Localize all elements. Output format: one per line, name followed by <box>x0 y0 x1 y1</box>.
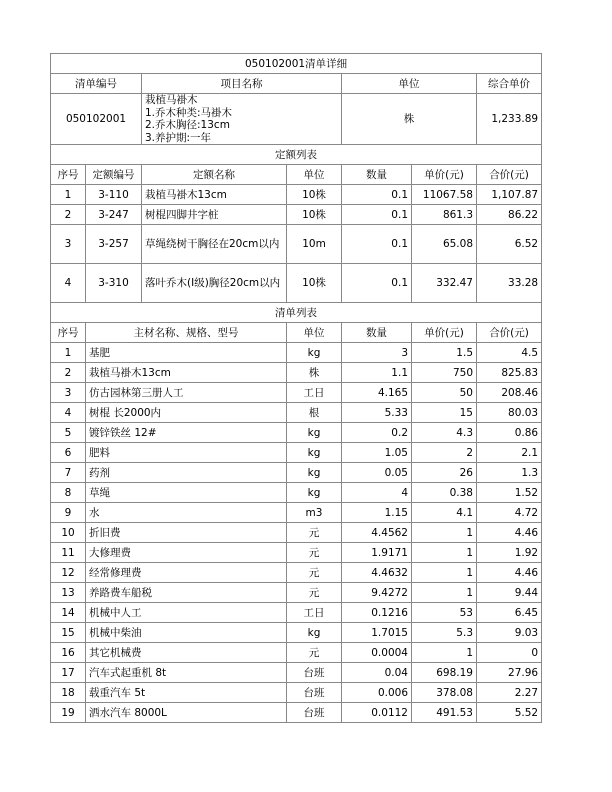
material-qty: 0.0004 <box>342 643 412 663</box>
material-total: 2.27 <box>477 683 542 703</box>
material-name: 机械中人工 <box>86 603 287 623</box>
material-unit: 元 <box>287 543 342 563</box>
material-total: 5.52 <box>477 703 542 723</box>
material-row <box>51 503 542 523</box>
material-no: 8 <box>51 483 86 503</box>
material-unit: 台班 <box>287 703 342 723</box>
material-price: 491.53 <box>412 703 477 723</box>
material-name: 折旧费 <box>86 523 287 543</box>
material-unit: m3 <box>287 503 342 523</box>
material-total: 6.45 <box>477 603 542 623</box>
material-price: 53 <box>412 603 477 623</box>
material-unit: kg <box>287 483 342 503</box>
material-col-no: 序号 <box>51 323 86 343</box>
material-no: 16 <box>51 643 86 663</box>
material-price: 1 <box>412 563 477 583</box>
material-row <box>51 683 542 703</box>
quota-no: 3 <box>51 225 86 264</box>
material-total: 0.86 <box>477 423 542 443</box>
material-total: 4.5 <box>477 343 542 363</box>
material-price: 26 <box>412 463 477 483</box>
material-no: 3 <box>51 383 86 403</box>
material-section-title: 清单列表 <box>51 303 542 323</box>
material-row <box>51 703 542 723</box>
project-name-line: 栽植马褂木 <box>145 94 198 106</box>
material-name: 仿古园林第三册人工 <box>86 383 287 403</box>
material-unit: 元 <box>287 563 342 583</box>
material-name: 汽车式起重机 8t <box>86 663 287 683</box>
material-no: 5 <box>51 423 86 443</box>
project-code: 050102001 <box>51 94 142 145</box>
quota-section-row <box>51 145 542 165</box>
material-total: 0 <box>477 643 542 663</box>
bill-detail-table <box>50 53 542 723</box>
quota-total: 1,107.87 <box>477 185 542 205</box>
quota-row <box>51 185 542 205</box>
quota-code: 3-110 <box>86 185 142 205</box>
quota-qty: 0.1 <box>342 205 412 225</box>
quota-section-title: 定额列表 <box>51 145 542 165</box>
material-name: 经常修理费 <box>86 563 287 583</box>
material-total: 4.46 <box>477 563 542 583</box>
material-unit: 元 <box>287 643 342 663</box>
material-no: 11 <box>51 543 86 563</box>
material-row <box>51 543 542 563</box>
material-row <box>51 423 542 443</box>
material-unit: 株 <box>287 363 342 383</box>
material-price: 15 <box>412 403 477 423</box>
header-row <box>51 74 542 94</box>
material-price: 50 <box>412 383 477 403</box>
material-row <box>51 663 542 683</box>
quota-col-no: 序号 <box>51 165 86 185</box>
material-row <box>51 403 542 423</box>
project-name-line: 3.养护期:一年 <box>145 131 212 144</box>
price-header: 综合单价 <box>477 74 542 94</box>
quota-col-total: 合价(元) <box>477 165 542 185</box>
material-col-name: 主材名称、规格、型号 <box>86 323 287 343</box>
material-qty: 0.0112 <box>342 703 412 723</box>
material-no: 15 <box>51 623 86 643</box>
material-unit: 工日 <box>287 383 342 403</box>
material-name: 载重汽车 5t <box>86 683 287 703</box>
material-no: 14 <box>51 603 86 623</box>
quota-code: 3-310 <box>86 264 142 303</box>
material-name: 养路费车船税 <box>86 583 287 603</box>
material-total: 1.92 <box>477 543 542 563</box>
material-name: 药剂 <box>86 463 287 483</box>
material-name: 水 <box>86 503 287 523</box>
material-row <box>51 443 542 463</box>
code-header: 清单编号 <box>51 74 142 94</box>
material-price: 0.38 <box>412 483 477 503</box>
project-name-line: 2.乔木胸径:13cm <box>145 119 230 131</box>
title-row <box>51 54 542 74</box>
material-total: 80.03 <box>477 403 542 423</box>
material-price: 1.5 <box>412 343 477 363</box>
quota-row <box>51 225 542 264</box>
material-price: 5.3 <box>412 623 477 643</box>
material-no: 1 <box>51 343 86 363</box>
material-no: 18 <box>51 683 86 703</box>
material-row <box>51 523 542 543</box>
quota-no: 1 <box>51 185 86 205</box>
quota-name: 树棍四脚井字桩 <box>142 205 287 225</box>
quota-col-qty: 数量 <box>342 165 412 185</box>
material-unit: kg <box>287 443 342 463</box>
material-price: 1 <box>412 583 477 603</box>
quota-unit: 10株 <box>287 205 342 225</box>
material-price: 698.19 <box>412 663 477 683</box>
material-unit: 元 <box>287 583 342 603</box>
material-qty: 0.04 <box>342 663 412 683</box>
material-qty: 9.4272 <box>342 583 412 603</box>
quota-total: 33.28 <box>477 264 542 303</box>
quota-code: 3-247 <box>86 205 142 225</box>
name-header: 项目名称 <box>142 74 342 94</box>
material-total: 9.03 <box>477 623 542 643</box>
material-unit: 元 <box>287 523 342 543</box>
material-no: 4 <box>51 403 86 423</box>
quota-price: 11067.58 <box>412 185 477 205</box>
quota-header-row <box>51 165 542 185</box>
material-unit: kg <box>287 343 342 363</box>
quota-unit: 10株 <box>287 185 342 205</box>
material-name: 树棍 长2000内 <box>86 403 287 423</box>
quota-total: 6.52 <box>477 225 542 264</box>
material-qty: 3 <box>342 343 412 363</box>
quota-col-code: 定额编号 <box>86 165 142 185</box>
material-unit: 工日 <box>287 603 342 623</box>
quota-name: 落叶乔木(I级)胸径20cm以内 <box>142 264 287 303</box>
material-col-unit: 单位 <box>287 323 342 343</box>
material-no: 6 <box>51 443 86 463</box>
material-total: 27.96 <box>477 663 542 683</box>
quota-total: 86.22 <box>477 205 542 225</box>
material-row <box>51 643 542 663</box>
material-qty: 4.4632 <box>342 563 412 583</box>
material-col-qty: 数量 <box>342 323 412 343</box>
material-price: 1 <box>412 543 477 563</box>
quota-col-unit: 单位 <box>287 165 342 185</box>
material-qty: 4 <box>342 483 412 503</box>
material-row <box>51 343 542 363</box>
quota-qty: 0.1 <box>342 264 412 303</box>
material-name: 草绳 <box>86 483 287 503</box>
quota-col-price: 单价(元) <box>412 165 477 185</box>
quota-qty: 0.1 <box>342 225 412 264</box>
material-no: 10 <box>51 523 86 543</box>
material-no: 9 <box>51 503 86 523</box>
material-section-row <box>51 303 542 323</box>
material-unit: 台班 <box>287 663 342 683</box>
material-unit: 根 <box>287 403 342 423</box>
material-name: 肥料 <box>86 443 287 463</box>
material-row <box>51 383 542 403</box>
material-total: 4.46 <box>477 523 542 543</box>
material-qty: 5.33 <box>342 403 412 423</box>
material-total: 9.44 <box>477 583 542 603</box>
material-qty: 1.1 <box>342 363 412 383</box>
quota-unit: 10m <box>287 225 342 264</box>
material-no: 12 <box>51 563 86 583</box>
material-col-price: 单价(元) <box>412 323 477 343</box>
quota-code: 3-257 <box>86 225 142 264</box>
material-qty: 1.9171 <box>342 543 412 563</box>
project-name <box>142 94 342 145</box>
material-qty: 0.006 <box>342 683 412 703</box>
project-name-line: 1.乔木种类:马褂木 <box>145 106 233 119</box>
material-total: 208.46 <box>477 383 542 403</box>
material-name: 机械中柴油 <box>86 623 287 643</box>
material-price: 4.3 <box>412 423 477 443</box>
quota-no: 2 <box>51 205 86 225</box>
quota-price: 332.47 <box>412 264 477 303</box>
material-unit: 台班 <box>287 683 342 703</box>
unit-header: 单位 <box>342 74 477 94</box>
project-price: 1,233.89 <box>477 94 542 145</box>
material-row <box>51 563 542 583</box>
material-name: 镀锌铁丝 12# <box>86 423 287 443</box>
quota-unit: 10株 <box>287 264 342 303</box>
material-qty: 1.05 <box>342 443 412 463</box>
material-qty: 4.165 <box>342 383 412 403</box>
quota-no: 4 <box>51 264 86 303</box>
material-price: 2 <box>412 443 477 463</box>
project-row <box>51 94 542 145</box>
material-qty: 0.1216 <box>342 603 412 623</box>
quota-name: 栽植马褂木13cm <box>142 185 287 205</box>
page-title: 050102001清单详细 <box>51 54 542 74</box>
material-row <box>51 603 542 623</box>
material-row <box>51 363 542 383</box>
quota-name: 草绳绕树干胸径在20cm以内 <box>142 225 287 264</box>
material-price: 1 <box>412 643 477 663</box>
material-row <box>51 583 542 603</box>
material-price: 4.1 <box>412 503 477 523</box>
material-qty: 1.7015 <box>342 623 412 643</box>
material-no: 17 <box>51 663 86 683</box>
material-qty: 1.15 <box>342 503 412 523</box>
quota-row <box>51 264 542 303</box>
material-name: 基肥 <box>86 343 287 363</box>
quota-row <box>51 205 542 225</box>
material-qty: 4.4562 <box>342 523 412 543</box>
material-no: 7 <box>51 463 86 483</box>
material-name: 洒水汽车 8000L <box>86 703 287 723</box>
material-row <box>51 623 542 643</box>
material-total: 825.83 <box>477 363 542 383</box>
material-col-total: 合价(元) <box>477 323 542 343</box>
project-unit: 株 <box>342 94 477 145</box>
material-no: 2 <box>51 363 86 383</box>
material-name: 大修理费 <box>86 543 287 563</box>
material-total: 2.1 <box>477 443 542 463</box>
material-unit: kg <box>287 463 342 483</box>
material-qty: 0.05 <box>342 463 412 483</box>
material-name: 其它机械费 <box>86 643 287 663</box>
material-total: 1.3 <box>477 463 542 483</box>
material-row <box>51 463 542 483</box>
material-qty: 0.2 <box>342 423 412 443</box>
material-header-row <box>51 323 542 343</box>
material-price: 378.08 <box>412 683 477 703</box>
material-unit: kg <box>287 623 342 643</box>
material-total: 1.52 <box>477 483 542 503</box>
quota-qty: 0.1 <box>342 185 412 205</box>
material-no: 19 <box>51 703 86 723</box>
quota-col-name: 定额名称 <box>142 165 287 185</box>
quota-price: 65.08 <box>412 225 477 264</box>
material-row <box>51 483 542 503</box>
material-no: 13 <box>51 583 86 603</box>
material-total: 4.72 <box>477 503 542 523</box>
material-price: 1 <box>412 523 477 543</box>
material-unit: kg <box>287 423 342 443</box>
material-name: 栽植马褂木13cm <box>86 363 287 383</box>
material-price: 750 <box>412 363 477 383</box>
quota-price: 861.3 <box>412 205 477 225</box>
